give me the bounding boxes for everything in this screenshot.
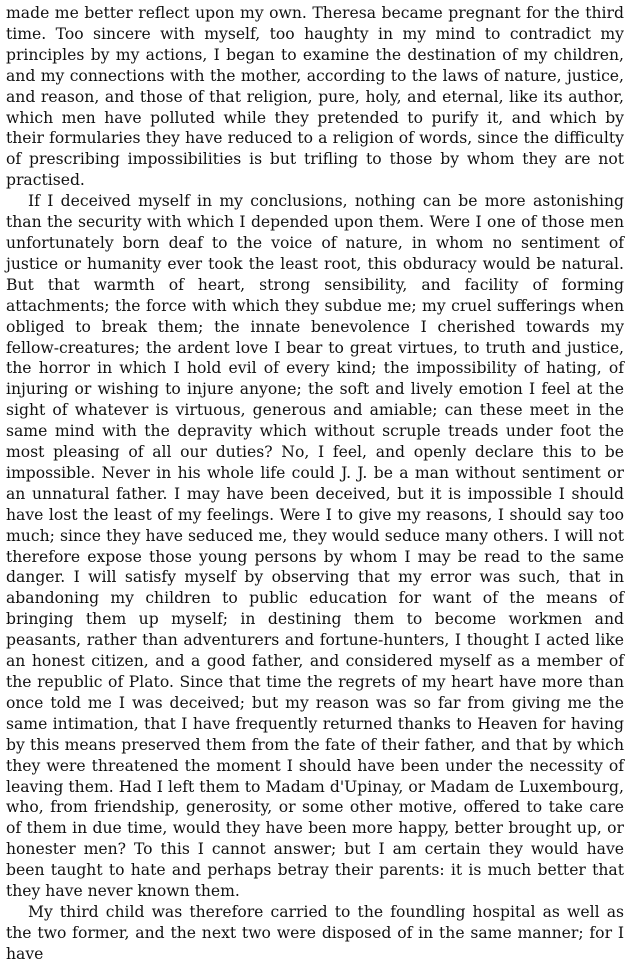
paragraph-1: made me better reflect upon my own. Theresa became pregnant for the third time. Too sincere with myself, too haughty in my mind to contradict my principles by my actions, I began to examine the destination of my children, and my connections with the mother, according to the laws of nature, justice, and reason, and those of that religion, pure, holy, and eternal, like its author, which men have polluted while they pretended to purify it, and which by their formularies they have reduced to a religion of words, since the difficulty of prescribing impossibilities is but trifling to those by whom they are not practised. [6,4,624,190]
paragraph-3: My third child was therefore carried to the foundling hospital as well as the two former, and the next two were disposed of in the same manner; for I have [6,902,624,963]
document-page [6,3,624,965]
paragraph-2: If I deceived myself in my conclusions, nothing can be more astonishing than the security with which I depended upon them. Were I one of those men unfortunately born deaf to the voice of nature, in whom no sentiment of justice or humanity ever took the least root, this obduracy would be natural. But that warmth of heart, strong sensibility, and facility of forming attachments; the force with which they subdue me; my cruel sufferings when obliged to break them; the innate benevolence I cherished towards my fellow-creatures; the ardent love I bear to great virtues, to truth and justice, the horror in which I hold evil of every kind; the impossibility of hating, of injuring or wishing to injure anyone; the soft and lively emotion I feel at the sight of whatever is virtuous, generous and amiable; can these meet in the same mind with the depravity which without scruple treads under foot the most pleasing of all our duties? No, I feel, and openly declare this to be impossible. Never in his whole life could J. J. be a man without sentiment or an unnatural father. I may have been deceived, but it is impossible I should have lost the least of my feelings. Were I to give my reasons, I should say too much; since they have seduced me, they would seduce many others. I will not therefore expose those young persons by whom I may be read to the same danger. I will satisfy myself by observing that my error was such, that in abandoning my children to public education for want of the means of bringing them up myself; in destining them to become workmen and peasants, rather than adventurers and fortune-hunters, I thought I acted like an honest citizen, and a good father, and considered myself as a member of the republic of Plato. Since that time the regrets of my heart have more than once told me I was deceived; but my reason was so far from giving me the same intimation, that I have frequently returned thanks to Heaven for having by this means preserved them from the fate of their father, and that by which they were threatened the moment I should have been under the necessity of leaving them. Had I left them to Madam d'Upinay, or Madam de Luxembourg, who, from friendship, generosity, or some other motive, offered to take care of them in due time, would they have been more happy, better brought up, or honester men? To this I cannot answer; but I am certain they would have been taught to hate and perhaps betray their parents: it is much better that they have never known them. [6,192,624,901]
